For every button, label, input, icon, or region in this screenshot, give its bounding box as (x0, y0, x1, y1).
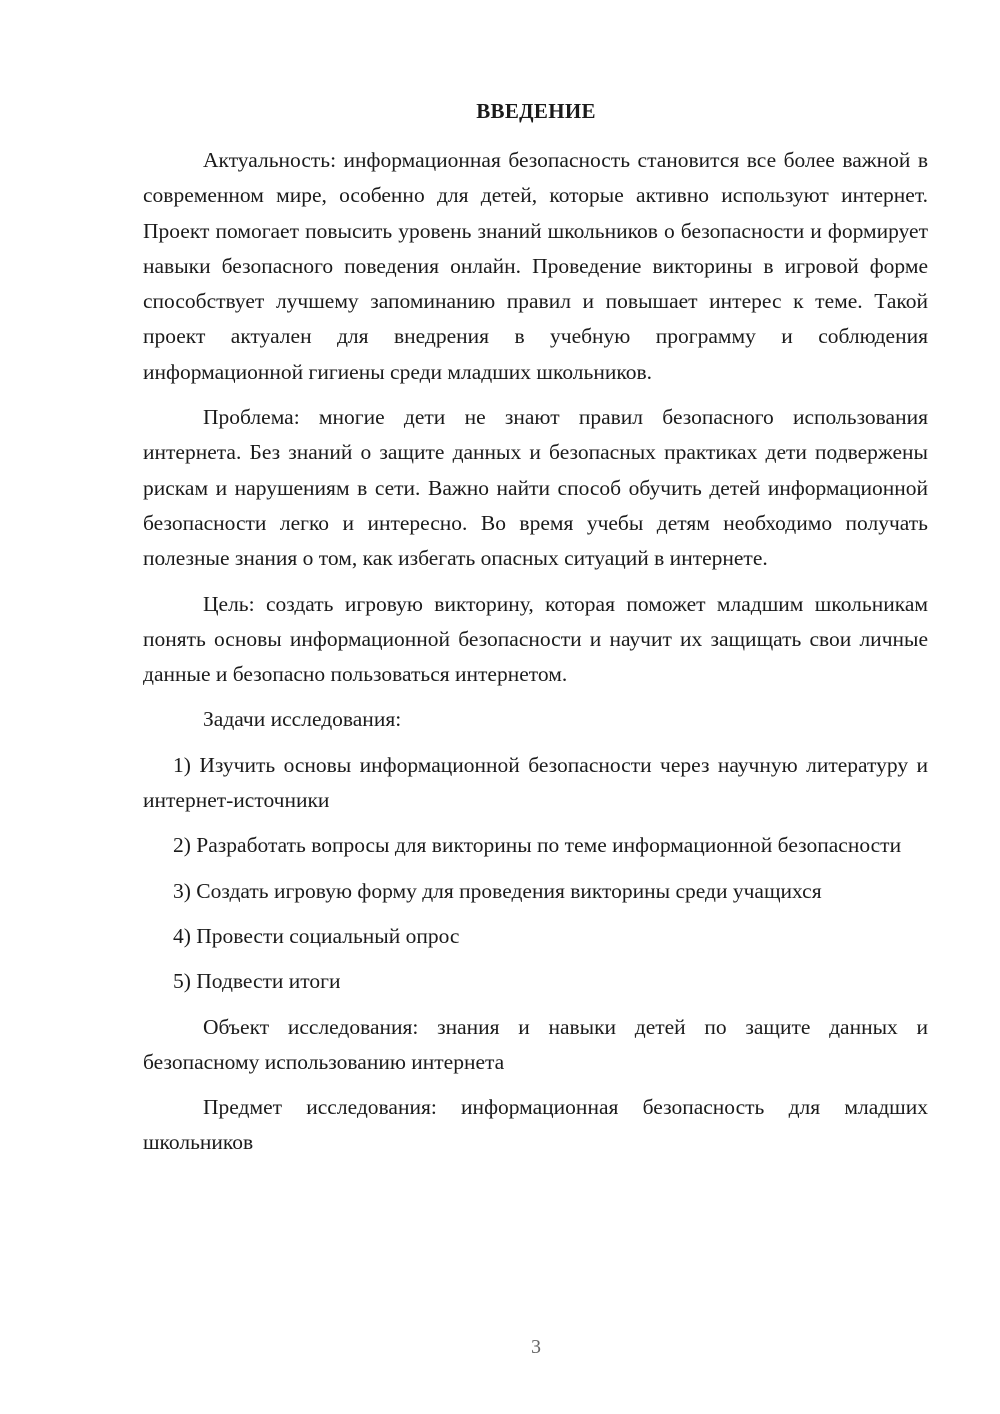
relevance-paragraph: Актуальность: информационная безопасность становится все более важной в современном мире, особенно для детей, которые активно используют интернет. Проект помогает повысить уровень знаний школьников о безопасности и формирует навыки безопасного поведения онлайн. Проведение викторины в игровой форме способствует лучшему запоминанию правил и повышает интерес к теме. Такой проект актуален для внедрения в учебную программу и соблюдения информационной гигиены среди младших школьников. (143, 148, 928, 384)
subject-paragraph: Предмет исследования: информационная безопасность для младших школьников (143, 1095, 928, 1155)
task-item: 1) Изучить основы информационной безопасности через научную литературу и интернет-источники (143, 752, 928, 813)
page-number: 3 (531, 1336, 541, 1358)
tasks-heading: Задачи исследования: (203, 707, 402, 732)
task-item: 2) Разработать вопросы для викторины по теме информационной безопасности (173, 833, 902, 858)
page-title: ВВЕДЕНИЕ (476, 99, 596, 123)
task-item: 4) Провести социальный опрос (173, 923, 460, 948)
document-body (143, 143, 928, 1161)
object-paragraph: Объект исследования: знания и навыки детей по защите данных и безопасному использованию интернета (143, 1014, 928, 1074)
task-item: 3) Создать игровую форму для проведения викторины среди учащихся (173, 878, 822, 903)
task-item: 5) Подвести итоги (173, 969, 341, 994)
goal-paragraph: Цель: создать игровую викторину, которая поможет младшим школьникам понять основы информационной безопасности и научит их защищать свои личные данные и безопасно пользоваться интернетом. (143, 591, 928, 687)
problem-paragraph: Проблема: многие дети не знают правил безопасного использования интернета. Без знаний о защите данных и безопасных практиках дети подвержены рискам и нарушениям в сети. Важно найти способ обучить детей информационной безопасности легко и интересно. Во время учебы детям необходимо получать полезные знания о том, как избегать опасных ситуаций в интернете. (143, 405, 928, 571)
